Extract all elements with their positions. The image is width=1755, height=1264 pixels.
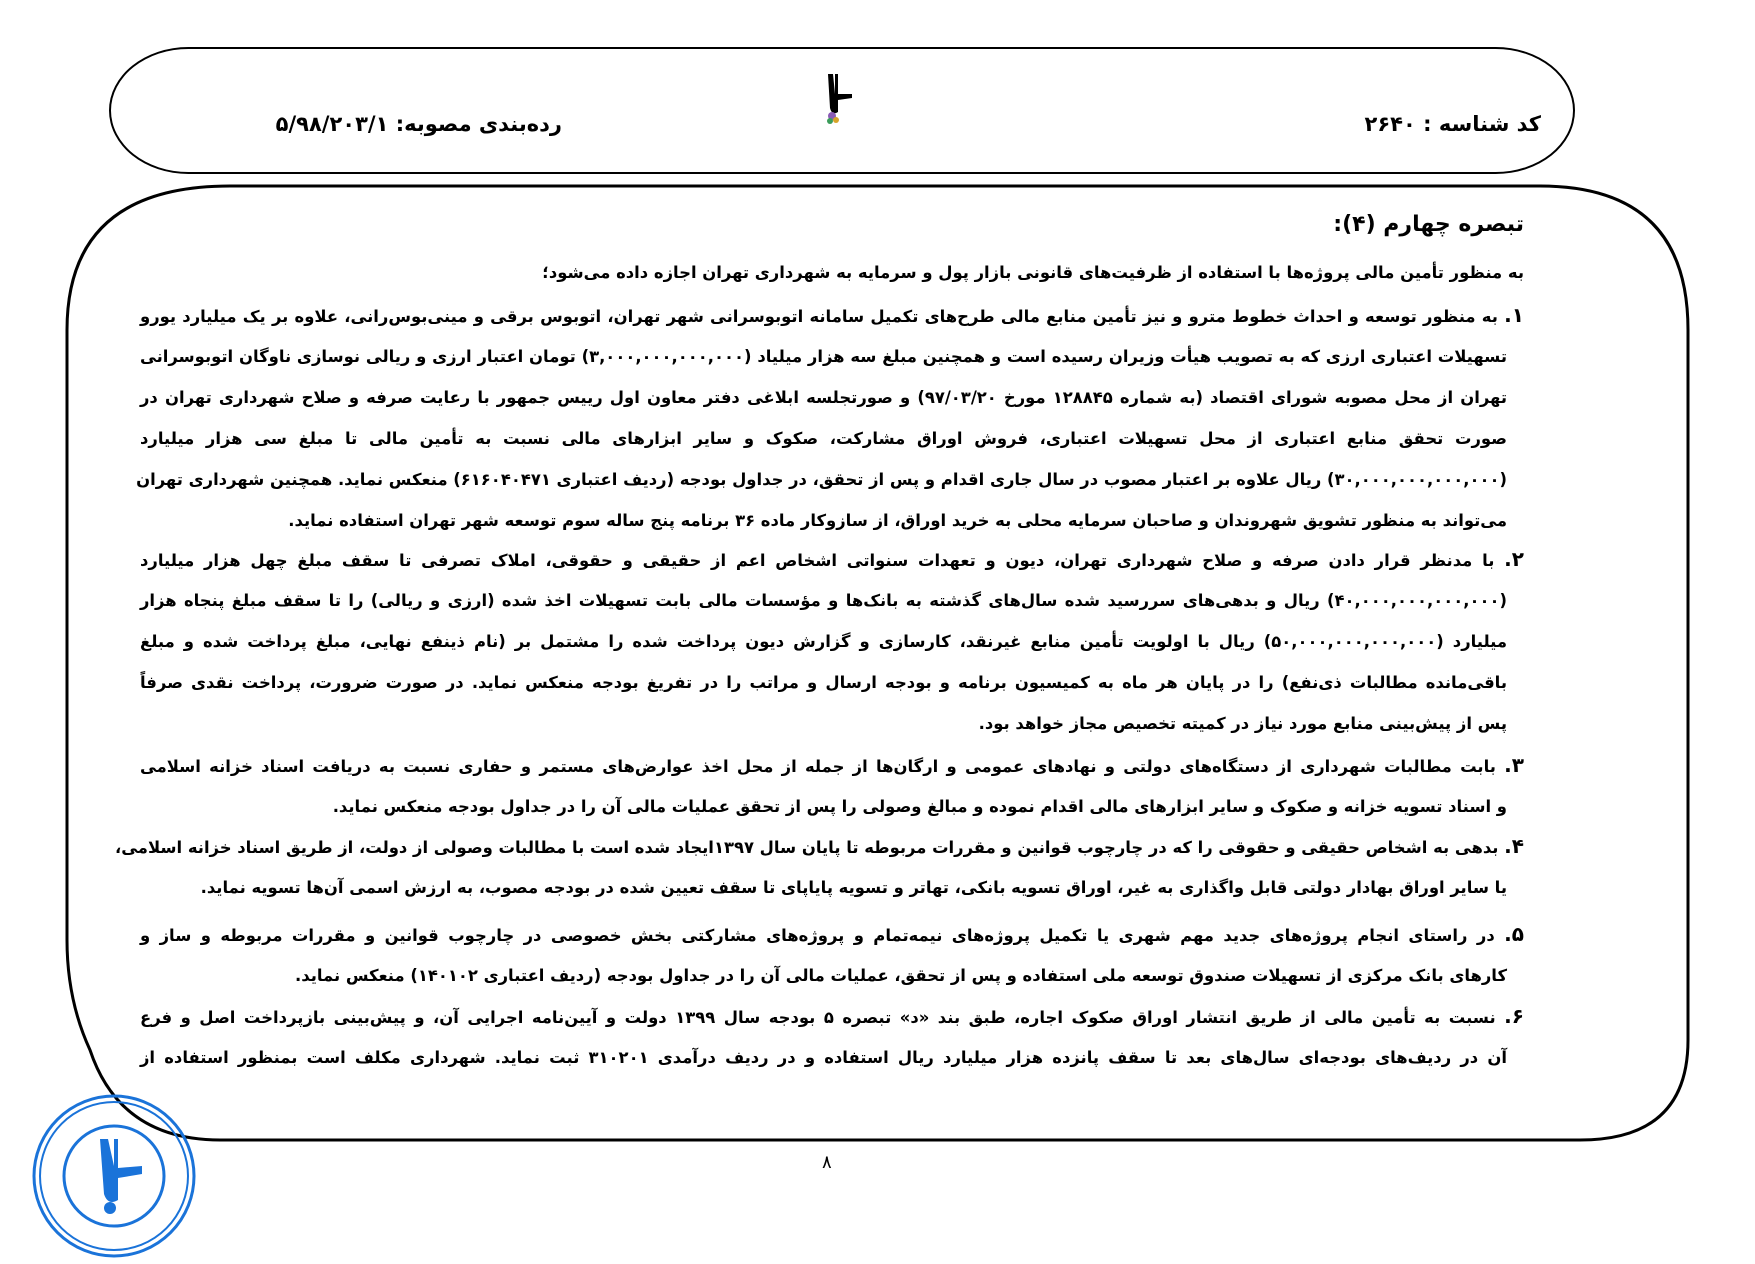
approval-classification: رده‌بندی مصوبه: ۵/۹۸/۲۰۳/۱	[275, 112, 562, 136]
item-number: ۲.	[1504, 547, 1524, 571]
item-line-text: یا سایر اوراق بهادار دولتی قابل واگذاری به غیر، اوراق تسویه بانکی، تهاتر و تسویه پایاپای تا سقف تعیین شده در بودجه مصوب، به ارزش اسمی آن‌ها تسویه نماید.	[200, 878, 1507, 897]
item-line	[140, 996, 1524, 1037]
section-title: تبصره چهارم (۴):	[1333, 212, 1524, 237]
item-line-text: در راستای انجام پروژه‌های جدید مهم شهری یا تکمیل پروژه‌های نیمه‌تمام و پروژه‌های مشارکتی بخش خصوصی در چارچوب قوانین و مقررات مربوطه و ساز و	[140, 926, 1495, 945]
item-line-text: با مدنظر قرار دادن صرفه و صلاح شهرداری تهران، دیون و تعهدات سنواتی اشخاص اعم از حقیقی و حقوقی، املاک تصرفی تا سقف مبلغ چهل هزار میلیارد	[140, 551, 1495, 570]
item-number: ۱.	[1504, 303, 1524, 327]
item-line	[140, 580, 1507, 621]
item-line	[140, 1037, 1507, 1078]
item-line	[140, 662, 1507, 703]
page-number: ۸	[822, 1152, 832, 1173]
item-line-text: نسبت به تأمین مالی از طریق انتشار اوراق صکوک اجاره، طبق بند «د» تبصره ۵ بودجه سال ۱۳۹۹ دولت و آیین‌نامه اجرایی آن، و پیش‌بینی بازپرداخت اصل و فرع	[140, 1008, 1496, 1027]
item-line	[115, 826, 1524, 867]
item-number: ۴.	[1504, 834, 1524, 858]
item-line	[140, 377, 1507, 418]
item-line	[140, 336, 1507, 377]
item-line	[140, 867, 1507, 908]
item-line	[140, 539, 1524, 580]
item-line	[140, 621, 1507, 662]
item-number: ۳.	[1504, 753, 1524, 777]
item-number: ۵.	[1504, 922, 1524, 946]
item-line-text: پس از پیش‌بینی منابع مورد نیاز در کمیته تخصیص مجاز خواهد بود.	[978, 714, 1507, 733]
item-line	[140, 786, 1507, 827]
item-line	[140, 703, 1507, 744]
item-line-text: (۳۰,۰۰۰,۰۰۰,۰۰۰,۰۰۰) ریال علاوه بر اعتبار مصوب در سال جاری اقدام و پس از تحقق، در جداول بودجه (ردیف اعتباری ۶۱۶۰۴۰۴۷۱) منعکس نماید. همچنین شهرداری تهران	[136, 470, 1507, 489]
item-line	[140, 914, 1524, 955]
item-line	[140, 745, 1524, 786]
item-line-text: تهران از محل مصوبه شورای اقتصاد (به شماره ۱۲۸۸۴۵ مورخ ۹۷/۰۳/۲۰) و صورتجلسه ابلاغی دفتر معاون اول رییس جمهور با رعایت صرفه و صلاح شهرداری تهران در	[140, 388, 1507, 407]
item-line	[140, 418, 1507, 459]
item-line	[136, 459, 1507, 500]
item-number: ۶.	[1504, 1004, 1524, 1028]
item-line-text: باقی‌مانده مطالبات ذی‌نفع) را در پایان هر ماه به کمیسیون برنامه و بودجه ارسال و مراتب را در تفریغ بودجه منعکس نماید. در صورت ضرورت، پرداخت نقدی صرفاً	[140, 673, 1507, 692]
item-line-text: می‌تواند به منظور تشویق شهروندان و صاحبان سرمایه محلی به خرید اوراق، از سازوکار ماده ۳۶ برنامه پنج ساله سوم توسعه شهر تهران استفاده نماید.	[288, 511, 1507, 530]
item-line	[140, 500, 1507, 541]
item-line	[140, 955, 1507, 996]
council-seal-stamp	[30, 1094, 200, 1264]
item-line-text: و اسناد تسویه خزانه و صکوک و سایر ابزارهای مالی اقدام نموده و مبالغ وصولی را پس از تحقق عملیات مالی آن را در جداول بودجه منعکس نماید.	[332, 797, 1507, 816]
item-line-text: بابت مطالبات شهرداری از دستگاه‌های دولتی و نهادهای عمومی و ارگان‌ها از جمله از محل اخذ عوارض‌های مستمر و حفاری نسبت به دریافت اسناد خزانه اسلامی	[140, 757, 1496, 776]
item-line-text: کارهای بانک مرکزی از تسهیلات صندوق توسعه ملی استفاده و پس از تحقق، عملیات مالی آن را در جداول بودجه (ردیف اعتباری ۱۴۰۱۰۲) منعکس نماید.	[295, 966, 1507, 985]
intro-text: به منظور تأمین مالی پروژه‌ها با استفاده از ظرفیت‌های قانونی بازار پول و سرمایه به شهرداری تهران اجازه داده می‌شود؛	[542, 263, 1524, 282]
item-line-text: به منظور توسعه و احداث خطوط مترو و نیز تأمین منابع مالی طرح‌های تکمیل سامانه اتوبوسرانی شهر تهران، اتوبوس برقی و مینی‌بوس‌رانی، علاوه بر یک میلیارد یورو	[140, 307, 1498, 326]
item-line	[140, 295, 1524, 336]
item-line-text: میلیارد (۵۰,۰۰۰,۰۰۰,۰۰۰,۰۰۰) ریال با اولویت تأمین منابع غیرنقد، کارسازی و گزارش دیون پرداخت شده را مشتمل بر (نام ذینفع نهایی، مبلغ پرداخت شده و مبلغ	[140, 632, 1508, 651]
item-line-text: صورت تحقق منابع اعتباری از محل تسهیلات اعتباری، فروش اوراق مشارکت، صکوک و سایر ابزارهای مالی نسبت به تأمین مالی تا مبلغ سی هزار میلیارد	[140, 429, 1507, 448]
item-line-text: بدهی به اشخاص حقیقی و حقوقی را که در چارچوب قوانین و مقررات مربوطه تا پایان سال ۱۳۹۷ایجاد شده است با مطالبات وصولی از دولت، از طریق اسناد خزانه اسلامی،	[115, 838, 1499, 857]
item-line-text: آن در ردیف‌های بودجه‌ای سال‌های بعد تا سقف پانزده هزار میلیارد ریال استفاده و در ردیف درآمدی ۳۱۰۲۰۱ ثبت نماید. شهرداری مکلف است بمنظور استفاده از	[140, 1048, 1507, 1067]
document-code: کد شناسه : ۲۶۴۰	[1364, 112, 1541, 136]
item-line-text: (۴۰,۰۰۰,۰۰۰,۰۰۰,۰۰۰) ریال و بدهی‌های سررسید شده سال‌های گذشته به بانک‌ها و مؤسسات مالی بابت تسهیلات اخذ شده (ارزی و ریالی) را تا سقف مبلغ پنجاه هزار	[140, 591, 1507, 610]
item-line-text: تسهیلات اعتباری ارزی که به تصویب هیأت وزیران رسیده است و همچنین مبلغ سه هزار میلیاد (۳,۰۰۰,۰۰۰,۰۰۰,۰۰۰) تومان اعتبار ارزی و ریالی نوسازی ناوگان اتوبوسرانی	[140, 347, 1507, 366]
